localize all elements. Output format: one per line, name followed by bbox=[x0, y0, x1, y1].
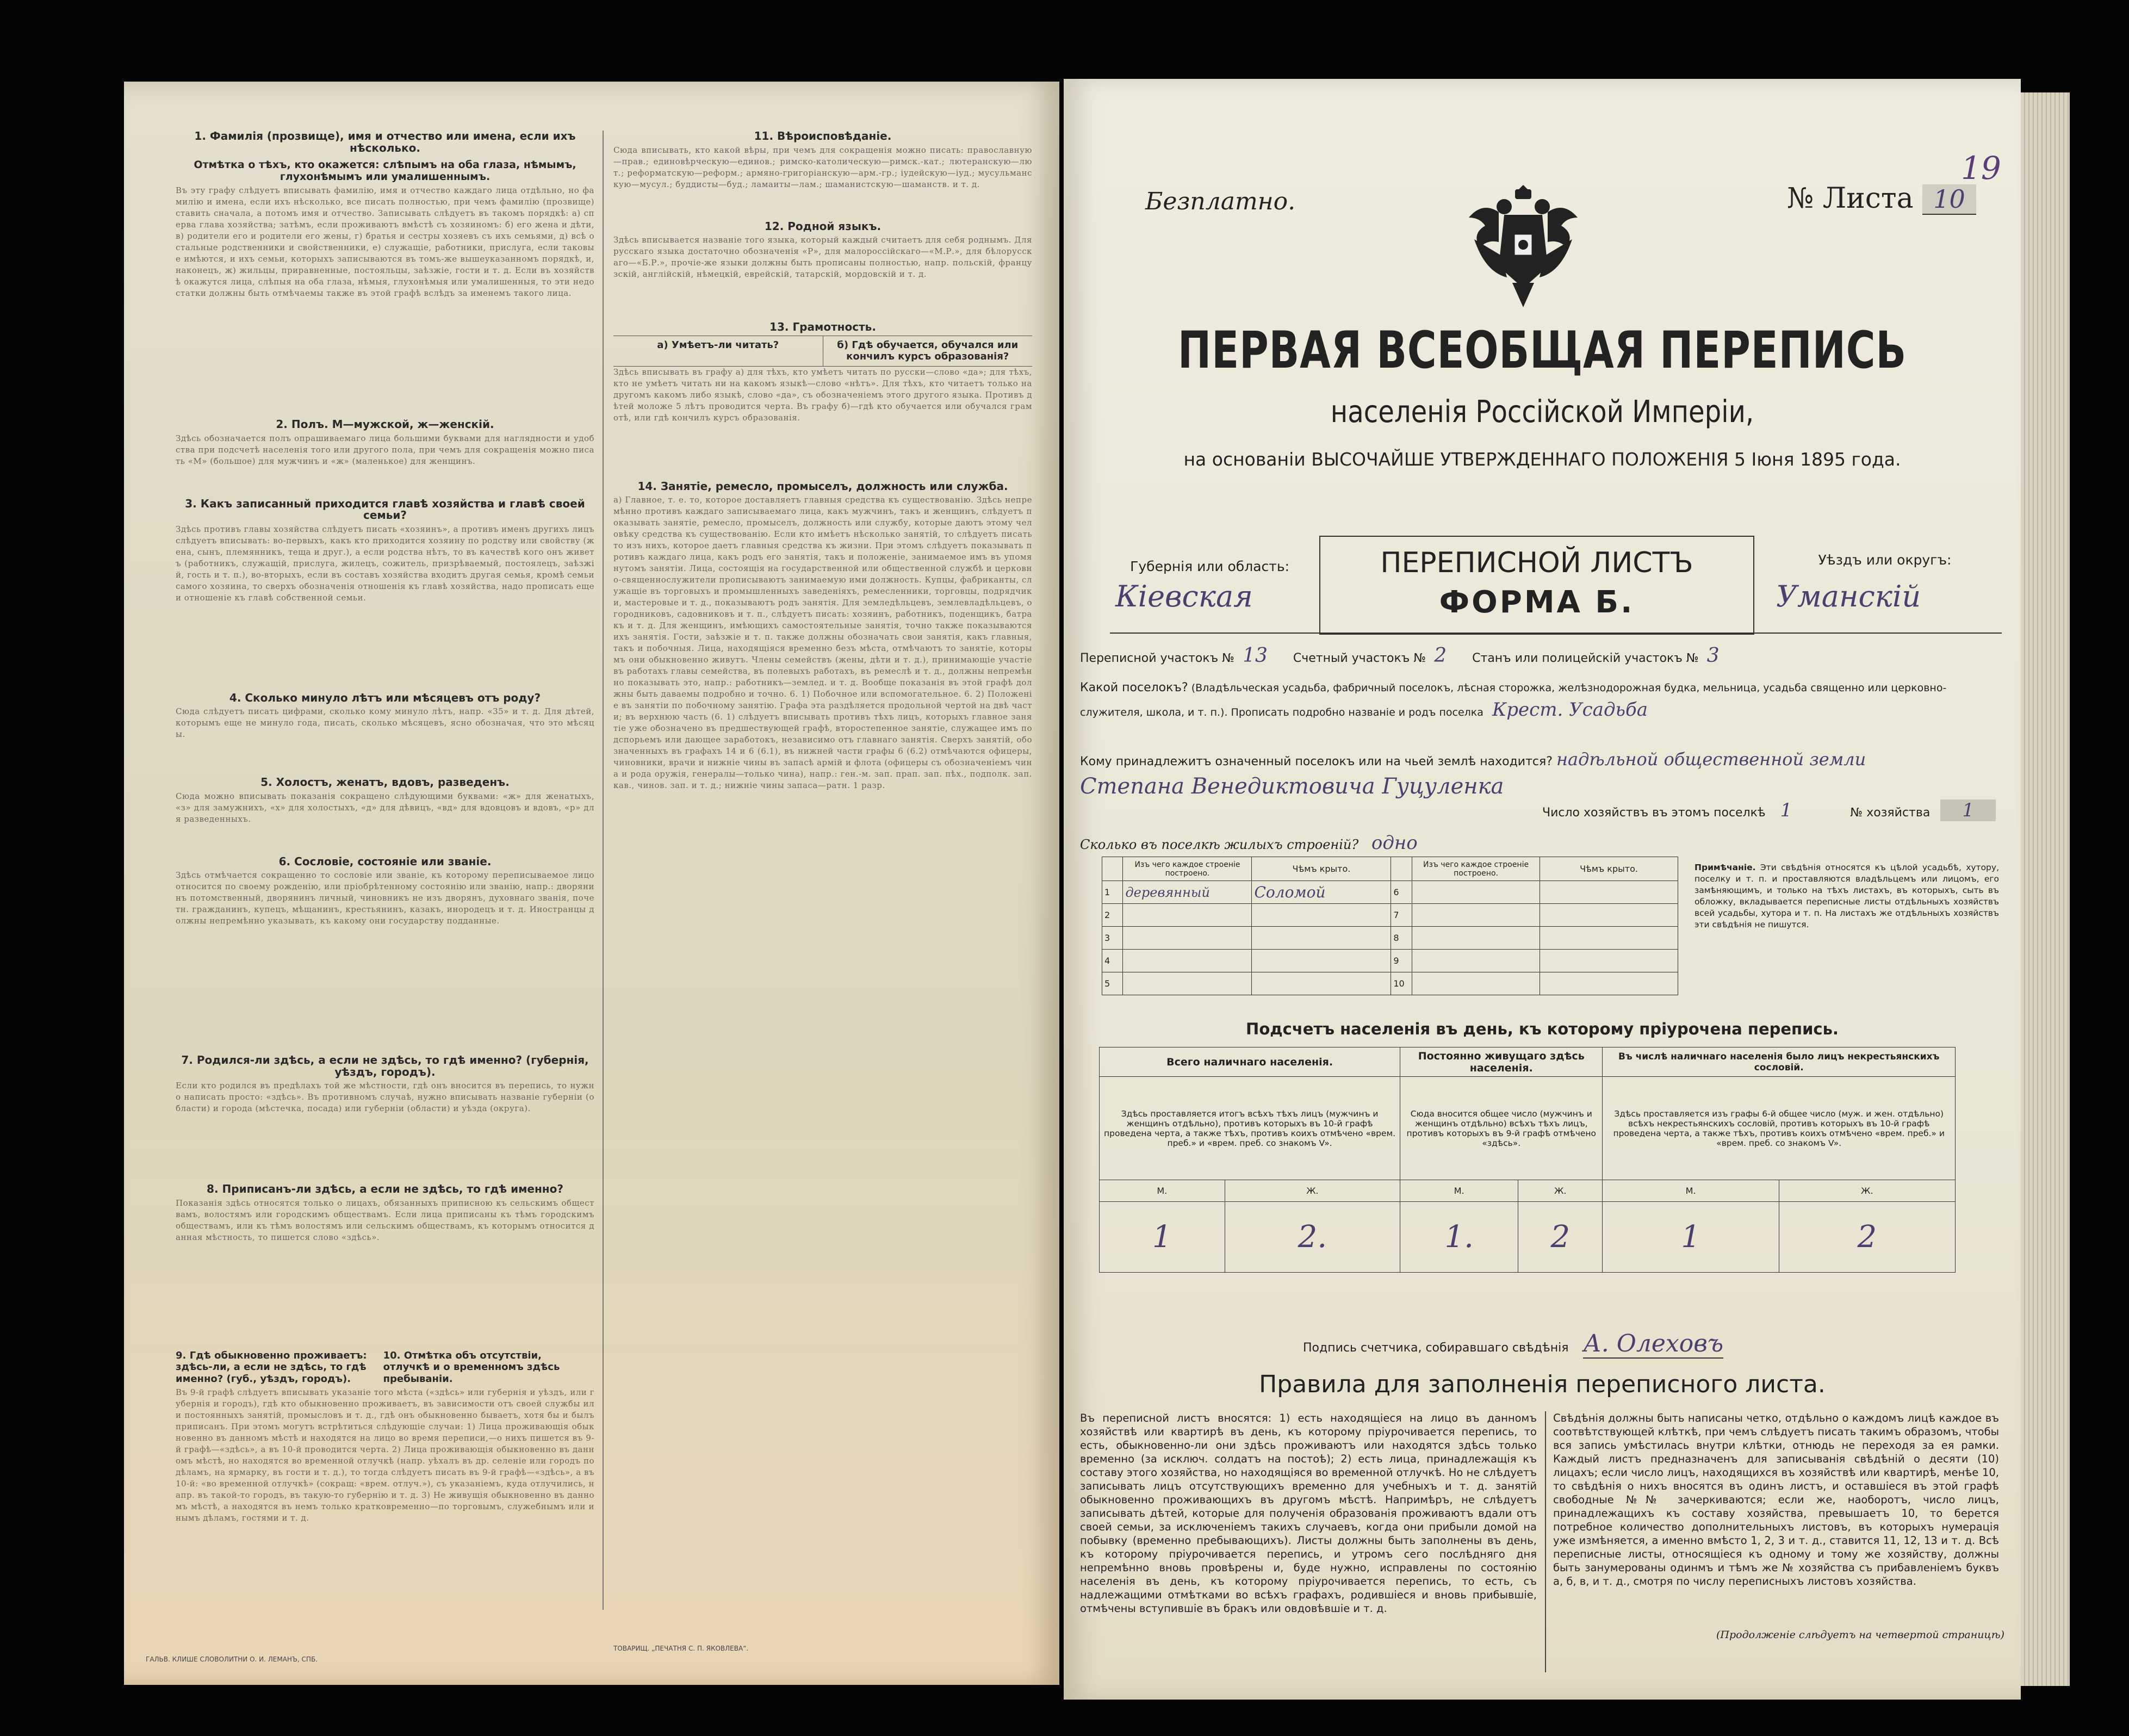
body-text: Здѣсь вписывается названіе того языка, который каждый считаетъ для себя роднымъ. Для русскаго языка достаточно обозначенія «Р», для малороссійскаго—«М.Р.», для бѣлорусскаго—«Б.Р.», прочіе-же языки должны быть прописаны полностью, напр. польскій, французскій, англійскій, нѣмецкій, еврейскій, татарскій, мордовскій и т. д. bbox=[613, 235, 1032, 279]
heading-9: 9. Гдѣ обыкновенно проживаетъ: здѣсь-ли, а если не здѣсь, то гдѣ именно? (губ., уѣздъ, городъ). bbox=[176, 1349, 367, 1385]
buildings-table bbox=[1102, 857, 1678, 995]
zh-header: Ж. bbox=[1518, 1180, 1603, 1202]
heading-12: 12. Родной языкъ. bbox=[764, 219, 882, 233]
row-number: 3 bbox=[1102, 927, 1123, 950]
body-text: Если кто родился въ предѣлахъ той же мѣстности, гдѣ онъ вносится въ перепись, то нужно написать просто: «здѣсь». Въ противномъ случаѣ, нужно вписывать названіе губерніи (области) и города (мѣстечка, посада) или губерніи (области) и уѣзда (округа). bbox=[176, 1081, 594, 1113]
continued-note: (Продолженіе слѣдуетъ на четвертой страницѣ) bbox=[1716, 1629, 2004, 1641]
owner-block bbox=[1080, 749, 2004, 770]
buildings-label: Сколько въ поселкѣ жилыхъ строеній? bbox=[1080, 837, 1359, 852]
double-headed-eagle-emblem bbox=[1466, 174, 1580, 310]
gubernia-label: Губернія или область: bbox=[1130, 559, 1289, 574]
stan-value: 3 bbox=[1706, 644, 1720, 667]
row-number: 8 bbox=[1391, 927, 1412, 950]
row1-roof: Соломой bbox=[1252, 881, 1391, 904]
district-line bbox=[1080, 644, 2004, 667]
left-instructions-page bbox=[124, 82, 1059, 1685]
printer-footer-left: ГАЛЬВ. КЛИШЕ СЛОВОЛИТНИ О. И. ЛЕМАНЪ, СПБ. bbox=[146, 1656, 318, 1663]
column-divider bbox=[603, 131, 604, 1610]
instructions-column-2 bbox=[613, 125, 1032, 1560]
roof-header: Чѣмъ крыто. bbox=[1252, 857, 1391, 881]
count-area-value: 2 bbox=[1434, 644, 1447, 667]
col2-title: Постоянно живущаго здѣсь населенія. bbox=[1400, 1047, 1603, 1077]
heading-6: 6. Сословіе, состояніе или званіе. bbox=[278, 854, 492, 868]
household-no-label: № хозяйства bbox=[1850, 806, 1931, 820]
note-text: Эти свѣдѣнія относятся къ цѣлой усадьбѣ, хутору, поселку и т. п. и проставляются владѣльцемъ или лицомъ, его замѣняющимъ, и только на тѣхъ листахъ, въ которыхъ, сыть въ обложку, вкладывается переписные листы отдѣльныхъ хозяйствъ всей усадьбы, хутора и т. п. На листахъ же отдѣльныхъ хозяйствъ эти свѣдѣнія не пишутся. bbox=[1694, 863, 1999, 929]
resident-female: 2 bbox=[1518, 1202, 1603, 1273]
gubernia-value: Кіевская bbox=[1115, 579, 1253, 613]
sheet-number-value: 10 bbox=[1922, 184, 1976, 215]
form-subtitle: ФОРМА Б. bbox=[1439, 585, 1635, 620]
roof-header-2: Чѣмъ крыто. bbox=[1540, 857, 1678, 881]
free-label: Безплатно. bbox=[1145, 188, 1296, 215]
owner-value-2: Степана Венедиктовича Гуцуленка bbox=[1080, 774, 1504, 799]
m-header: М. bbox=[1603, 1180, 1779, 1202]
body-text: Въ 9-й графѣ слѣдуетъ вписывать указаніе того мѣста («здѣсь» или губернія и уѣздъ, или губернія и городъ), гдѣ кто обыкновенно проживаетъ, въ зависимости отъ своей службы или постоянныхъ занятій, промысловъ и т. д., гдѣ онъ обыкновенно бываетъ, хотя бы и былъ приписанъ. При этомъ могутъ встрѣтиться слѣдующіе случаи: 1) Лица проживающія обыкновенно въ данномъ мѣстѣ и находятся на лицо во время переписи,—о нихъ пишется въ 9-й графѣ—«здѣсь», а въ 10-й проводится черта. 2) Лица проживающія обыкновенно въ данномъ мѣстѣ, но находятся во временной отлучкѣ (напр. уѣхалъ въ др. селеніе или городъ по дѣламъ, на ярмарку, въ гости и т. д.), то тогда слѣдуетъ писать въ 9-й графѣ—«здѣсь», а въ 10-й: «во временной отлучкѣ» (сокращ: «врем. отлуч.»), съ указаніемъ, куда отлучились, напр. въ такой-то городъ, въ такую-то губернію и т. д. 3) Не живущія обыкновенно въ данномъ мѣстѣ, а находятся въ немъ только кратковременно—по торговымъ, служебнымъ или инымъ дѣламъ, гостями и т. д. bbox=[176, 1387, 594, 1523]
heading-5: 5. Холостъ, женатъ, вдовъ, разведенъ. bbox=[260, 776, 510, 789]
heading-8: 8. Приписанъ-ли здѣсь, а если не здѣсь, то гдѣ именно? bbox=[207, 1182, 563, 1195]
row-number: 6 bbox=[1391, 881, 1412, 904]
sheet-number-label bbox=[1787, 182, 1976, 215]
heading-1: 1. Фамилія (прозвище), имя и отчество или имена, если ихъ нѣсколько. bbox=[194, 129, 576, 154]
printer-footer-right: ТОВАРИЩ. „ПЕЧАТНЯ С. П. ЯКОВЛЕВА“. bbox=[613, 1645, 749, 1652]
header-rule bbox=[1110, 633, 2002, 634]
rules-right-text: Свѣдѣнія должны быть написаны четко, отдѣльно о каждомъ лицѣ каждое въ соотвѣтствующей клѣткѣ, при чемъ слѣдуетъ писать такимъ образомъ, чтобы вся запись умѣстилась внутри клѣтки, отнюдь не переходя за ея рамки. Каждый листъ предназначенъ для записыванія свѣдѣній о десяти (10) лицахъ; если число лицъ, находящихся въ хозяйствѣ или квартирѣ, менѣе 10, то свѣдѣнія о нихъ вносятся въ одинъ листъ, и оставшіеся въ этой графѣ свободные №№ зачеркиваются; если же, наоборотъ, число лицъ, принадлежащихъ къ составу хозяйства, превышаетъ 10, то берется потребное количество дополнительныхъ листовъ, въ которыхъ нумерація уже измѣняется, а именно вмѣсто 1, 2, 3 и т. д., ставится 11, 12, 13 и т. д. Всѣ переписные листы, относящіеся къ одному и тому же хозяйству, должны быть занумерованы одинмъ и тѣмъ же № хозяйства съ прибавленіемъ буквъ а, б, в, и т. д., смотря по числу переписныхъ листовъ хозяйства. bbox=[1553, 1412, 1999, 1588]
nonpeasant-female: 2 bbox=[1779, 1202, 1955, 1273]
resident-male: 1. bbox=[1400, 1202, 1518, 1273]
heading-11: 11. Вѣроисповѣданіе. bbox=[754, 129, 892, 142]
rules-divider bbox=[1545, 1411, 1546, 1672]
row-number: 5 bbox=[1102, 972, 1123, 995]
signature-value: А. Олеховъ bbox=[1583, 1330, 1724, 1357]
signature-label: Подпись счетчика, собиравшаго свѣдѣнія bbox=[1303, 1341, 1569, 1355]
row-number: 7 bbox=[1391, 904, 1412, 927]
heading-10: 10. Отмѣтка объ отсутствіи, отлучкѣ и о временномъ здѣсь пребываніи. bbox=[383, 1349, 560, 1385]
total-male: 1 bbox=[1100, 1202, 1225, 1273]
note-block bbox=[1694, 862, 1999, 931]
material-header-2: Изъ чего каждое строеніе построено. bbox=[1412, 857, 1540, 881]
heading-4: 4. Сколько минуло лѣтъ или мѣсяцевъ отъ роду? bbox=[229, 691, 541, 704]
row-number: 1 bbox=[1102, 881, 1123, 904]
households-line bbox=[1542, 799, 1996, 821]
body-text: Здѣсь отмѣчается сокращенно то сословіе или званіе, къ которому переписываемое лицо относится по своему рожденію, или пріобрѣтенному состоянію или званію, напр.: дворянинъ потомственный, дворянинъ личный, чиновникъ не изъ дворянъ, духовнаго званія, почетн. гражданинъ, купецъ, мѣщанинъ, крестьянинъ, казакъ, инородецъ и т. д. Иностранцы должны непремѣнно указывать, къ какому они государству подданные. bbox=[176, 870, 594, 926]
settlement-value: Крест. Усадьба bbox=[1492, 699, 1648, 721]
col2-desc: Сюда вносится общее число (мужчинъ и женщинъ отдѣльно) всѣхъ тѣхъ лицъ, противъ которыхъ въ 9-й графѣ отмѣчено «здѣсь». bbox=[1400, 1077, 1603, 1180]
nonpeasant-male: 1 bbox=[1603, 1202, 1779, 1273]
buildings-value: одно bbox=[1371, 832, 1418, 854]
row-number: 10 bbox=[1391, 972, 1412, 995]
population-count-table bbox=[1099, 1047, 1956, 1273]
stacked-page-edges bbox=[2021, 92, 2070, 1686]
heading-7: 7. Родился-ли здѣсь, а если не здѣсь, то гдѣ именно? (губернія, уѣздъ, городъ). bbox=[181, 1053, 589, 1078]
body-text: а) Главное, т. е. то, которое доставляетъ главныя средства къ существованію. Здѣсь непремѣнно противъ каждаго записываемаго лица, какъ мужчинъ, такъ и женщинъ, слѣдуетъ показывать занятіе, ремесло, промыселъ, должность или службу, которые даютъ этому человѣку средства къ существованію. Если кто имѣетъ нѣсколько занятій, то слѣдуетъ писать то изъ нихъ, которое даетъ главныя средства къ жизни. При этомъ слѣдуетъ показывать противъ каждаго лица, какъ родъ его занятія, такъ и положеніе, занимаемое имъ въ упомянутомъ занятіи. Лица, состоящія на государственной или общественной службѣ и церковно-священнослужители прописываютъ занимаемую ими должность. Купцы, фабриканты, служащіе въ торговыхъ и промышленныхъ заведеніяхъ, ремесленники, торговцы, подрядчики, мастеровые и т. д., показываютъ родъ занятія. Для земледѣльцевъ, землевладѣльцевъ, огородниковъ, садовниковъ и т. п., слѣдуетъ писать: хозяинъ, работникъ, поденщикъ, батракъ и т. д. Для женщинъ, имѣющихъ самостоятельные занятія, точно также показываются ихъ занятія. Гости, заѣзжіе и т. п. также должны обозначать свои занятія, какъ главныя, такъ и побочныя. Лица, находящіяся временно безъ мѣста, отмѣчаютъ то занятіе, которымъ они обыкновенно живутъ. Члены семействъ (жены, дѣти и т. д.), принимающіе участіе въ работахъ главы семейства, въ полевыхъ работахъ, въ ремеслѣ и т. д., должны непремѣнно показывать это, напр.: работникъ—землед. и т. д. Вообще показанія въ этой графѣ должны быть даваемы подробно и точно. 6. 1) Побочное или вспомогательное. 6. 2) Положеніе въ занятіи по побочному занятію. Графа эта раздѣляется продольной чертой на двѣ части; въ верхнюю часть (6. 1) слѣдуетъ вписывать противъ тѣхъ лицъ, которыхъ главное занятіе уже обозначено въ предшествующей графѣ, второстепенное занятіе, служащее имъ подспорьемъ или дающее заработокъ, независимо отъ главнаго занятія. Сверхъ занятій, обозначенныхъ въ графахъ 14 и 6 (6.1), въ нижней части графы 6 (6.2) отмѣчаются офицеры, чиновники, врачи и нижніе чины въ запасѣ армій и флота (офицеры съ обозначеніемъ чина и рода оружія, генералы—только чина), напр.: ген.-м. зап. прап. зап. пѣх., подполк. зап. кав., чинов. зап. и т. д.; нижніе чины запаса—ратн. 1 разр. bbox=[613, 495, 1032, 790]
settlement-block bbox=[1080, 677, 2004, 723]
count-title: Подсчетъ населенія въ день, къ которому пріурочена перепись. bbox=[1246, 1020, 1839, 1038]
owner-label: Кому принадлежитъ означенный поселокъ или на чьей землѣ находится? bbox=[1080, 755, 1553, 768]
m-header: М. bbox=[1400, 1180, 1518, 1202]
census-area-value: 13 bbox=[1243, 644, 1268, 667]
body-text: Здѣсь вписывать въ графу а) для тѣхъ, кто умѣетъ читать по русски—слово «да»; для тѣхъ, кто не умѣетъ читать ни на какомъ языкѣ—слово «нѣтъ». Для тѣхъ, кто читаетъ только на другомъ какомъ либо языкѣ, слово «да», съ обозначеніемъ этого другого языка. Противъ дѣтей моложе 5 лѣтъ проводится черта. Въ графу б)—гдѣ кто обучается или обучался грамотѣ, или гдѣ кончилъ курсъ образованія. bbox=[613, 367, 1032, 423]
row-number: 2 bbox=[1102, 904, 1123, 927]
col3-title: Въ числѣ наличнаго населенія было лицъ некрестьянскихъ сословій. bbox=[1603, 1047, 1956, 1077]
zh-header: Ж. bbox=[1225, 1180, 1400, 1202]
census-subtitle: населенія Россійской Имперіи, bbox=[1330, 394, 1754, 430]
households-value: 1 bbox=[1780, 799, 1792, 821]
form-title: ПЕРЕПИСНОЙ ЛИСТЪ bbox=[1380, 547, 1693, 579]
col1-title: Всего наличнаго населенія. bbox=[1100, 1047, 1400, 1077]
heading-disability: Отмѣтка о тѣхъ, кто окажется: слѣпымъ на оба глаза, нѣмымъ, глухонѣмымъ или умалишеннымъ. bbox=[194, 159, 576, 183]
heading-3: 3. Какъ записанный приходится главѣ хозяйства и главѣ своей семьи? bbox=[185, 497, 585, 522]
body-text: Здѣсь противъ главы хозяйства слѣдуетъ писать «хозяинъ», а противъ именъ другихъ лицъ слѣдуетъ вписывать: во-первыхъ, какъ кто приходится хозяину по родству или свойству (жена, сынъ, племянникъ, теща и друг.), а если родства нѣтъ, то въ качествѣ кого онъ живетъ (работникъ, служащій, прислуга, жилецъ, сожитель, призрѣваемый, постоялецъ, заѣзжій, гость и т. п.), во-вторыхъ, если въ составъ хозяйства входитъ другая семья, кромѣ семьи самого хозяина, то сверхъ обозначенія отношенія къ главѣ хозяйства, надо прописать еще и отношеніе къ главѣ собственной семьи. bbox=[176, 524, 594, 603]
settlement-hint: (Владѣльческая усадьба, фабричный поселокъ, лѣсная сторожка, желѣзнодорожная будка, мельница, усадьба священно или церковно-служителя, школа, и т. п.). Прописать подробно названіе и родъ поселка bbox=[1080, 682, 1947, 718]
households-label: Число хозяйствъ въ этомъ поселкѣ bbox=[1542, 806, 1766, 820]
census-area-label: Переписной участокъ № bbox=[1080, 652, 1235, 665]
uezd-label: Уѣздъ или округъ: bbox=[1818, 552, 1952, 568]
heading-14: 14. Занятіе, ремесло, промыселъ, должность или служба. bbox=[637, 479, 1008, 493]
settlement-label: Какой поселокъ? bbox=[1080, 681, 1188, 695]
census-subtitle-2: на основаніи ВЫСОЧАЙШЕ УТВЕРЖДЕННАГО ПОЛОЖЕНІЯ 5 Іюня 1895 года. bbox=[1183, 449, 1901, 470]
m-header: М. bbox=[1100, 1180, 1225, 1202]
heading-13: 13. Грамотность. bbox=[769, 320, 876, 333]
uezd-value: Уманскій bbox=[1776, 579, 1921, 613]
census-form-page bbox=[1064, 79, 2021, 1700]
heading-13a: а) Умѣетъ-ли читать? bbox=[613, 336, 823, 366]
body-text: Показанія здѣсь относятся только о лицахъ, обязанныхъ приписною къ сельскимъ обществамъ, волостямъ или городскимъ обществамъ. Если лица приписаны къ тѣмъ городскимъ обществамъ, или къ тѣмъ волостямъ или сельскимъ обществамъ, къ которымъ относится данная мѣстность, то пишется слово «здѣсь». bbox=[176, 1198, 594, 1242]
col3-desc: Здѣсь проставляется изъ графы 6-й общее число (муж. и жен. отдѣльно) всѣхъ некрестьянскихъ сословій, противъ которыхъ въ 10-й графѣ проведена черта, а также тѣхъ, противъ коихъ отмѣчено «врем. преб.» и «врем. преб. со знакомъ V». bbox=[1603, 1077, 1956, 1180]
body-text: Сюда слѣдуетъ писать цифрами, сколько кому минуло лѣтъ, напр. «35» и т. д. Для дѣтей, которымъ еще не минуло года, писать, сколько мѣсяцевъ, ясно обозначая, что это мѣсяцы. bbox=[176, 706, 594, 739]
body-text: Сюда вписывать, кто какой вѣры, при чемъ для сокращенія можно писать: православную—прав.; единовѣрческую—единов.; римско-католическую—римск.-кат.; лютеранскую—лют.; реформатскую—реформ.; армяно-григоріанскую—арм.-гр.; іудейскую—іуд.; мусульманскую—мусул.; буддисты—буд.; ламаиты—лам.; шаманистскую—шаманств. и т. д. bbox=[613, 145, 1032, 189]
row-number: 9 bbox=[1391, 950, 1412, 972]
body-text: Въ эту графу слѣдуетъ вписывать фамилію, имя и отчество каждаго лица отдѣльно, но фамилію и имена, если ихъ нѣсколько, все писать полностью, при чемъ фамилію (прозвище) ставить сначала, а потомъ имя и отчество. Записывать слѣдуетъ въ такомъ порядкѣ: а) сперва глава хозяйства; затѣмъ, если проживаютъ вмѣстѣ съ хозяиномъ: б) его жена и дѣти, в) родители его и родители его жены, г) братья и сестры хозяевъ съ ихъ семьями, д) всѣ остальные родственники и свойственники, е) служащіе, работники, прислуга, если таковые имѣются, и ихъ семьи, которыхъ записываются въ томъ-же вышеуказанномъ порядкѣ, и, наконецъ, ж) жильцы, приравненные, постояльцы, заѣзжіе, гости и т. д. Если въ хозяйствѣ окажутся лица, слѣпыя на оба глаза, нѣмыя, глухонѣмыя или умалишенныя, то эти недостатки должны быть отмѣчаемы также въ этой графѣ вслѣдъ за именемъ такого лица. bbox=[176, 185, 594, 298]
total-female: 2. bbox=[1225, 1202, 1400, 1273]
col1-desc: Здѣсь проставляется итогъ всѣхъ тѣхъ лицъ (мужчинъ и женщинъ отдѣльно), противъ которыхъ въ 10-й графѣ проведена черта, а также тѣхъ, противъ коихъ отмѣчено «врем. преб.» и «врем. преб. со знакомъ V». bbox=[1100, 1077, 1400, 1180]
owner-value-1: надѣльной общественной земли bbox=[1556, 749, 1866, 770]
rules-left-text: Въ переписной листъ вносятся: 1) есть находящіеся на лицо въ данномъ хозяйствѣ или квартирѣ въ день, къ которому пріурочивается перепись, то есть, обыкновенно-ли они здѣсь проживаютъ или находятся здѣсь только временно (за исключ. солдатъ на постоѣ); 2) есть лица, принадлежащія къ составу этого хозяйства, но находящіяся во временной отлучкѣ. Но не слѣдуетъ записывать лицъ отсутствующихъ временно для учебныхъ и т. д. занятій обыкновенно проживающихъ въ другомъ мѣстѣ. Напримѣръ, не слѣдуетъ записывать дѣтей, которые для полученія образованія проживаютъ вдали отъ своей семьи, за исключеніемъ такихъ случаевъ, когда они прибыли домой на побывку (временно пребывающихъ). Листы должны быть заполнены въ день, къ которому пріурочивается перепись, и утромъ сего послѣдняго дня непремѣнно вновь провѣрены и, буде нужно, исправлены по состоянію населенія въ день, къ которому пріурочивается перепись, то есть, съ надлежащими отмѣтками во всѣхъ графахъ, родившіеся и вновь прибывшіе, отмѣчены вступившіе въ бракъ или овдовѣвшіе и т. д. bbox=[1080, 1412, 1537, 1615]
census-title: ПЕРВАЯ ВСЕОБЩАЯ ПЕРЕПИСЬ bbox=[1177, 321, 1907, 380]
material-header: Изъ чего каждое строеніе построено. bbox=[1123, 857, 1252, 881]
row1-material: деревянный bbox=[1123, 881, 1252, 904]
body-text: Сюда можно вписывать показанія сокращено слѣдующими буквами: «ж» для женатыхъ, «з» для замужнихъ, «х» для холостыхъ, «д» для дѣвицъ, «вд» для вдовцовъ и вдовъ, «р» для разведенныхъ. bbox=[176, 791, 594, 824]
note-title: Примѣчаніе. bbox=[1694, 863, 1756, 872]
buildings-line bbox=[1080, 832, 1418, 854]
rules-title: Правила для заполненія переписного листа. bbox=[1259, 1371, 1826, 1398]
body-text: Здѣсь обозначается полъ опрашиваемаго лица большими буквами для наглядности и удобства при подсчетѣ населенія того или другого пола, при чемъ для сокращенія можно писать «М» (большое) для мужчинъ и «ж» (маленькое) для женщинъ. bbox=[176, 433, 594, 466]
sheet-number-text: № Листа bbox=[1787, 182, 1914, 215]
count-area-label: Счетный участокъ № bbox=[1293, 652, 1426, 665]
corner-number: 19 bbox=[1961, 150, 2001, 187]
heading-13b: б) Гдѣ обучается, обучался или кончилъ курсъ образованія? bbox=[837, 339, 1019, 362]
zh-header: Ж. bbox=[1779, 1180, 1955, 1202]
stan-label: Станъ или полицейскій участокъ № bbox=[1472, 652, 1699, 665]
household-no-value: 1 bbox=[1940, 799, 1996, 821]
instructions-column-1 bbox=[176, 125, 594, 1685]
row-number: 4 bbox=[1102, 950, 1123, 972]
signature-line bbox=[1303, 1330, 1723, 1357]
heading-2: 2. Полъ. М—мужской, ж—женскій. bbox=[276, 418, 494, 431]
